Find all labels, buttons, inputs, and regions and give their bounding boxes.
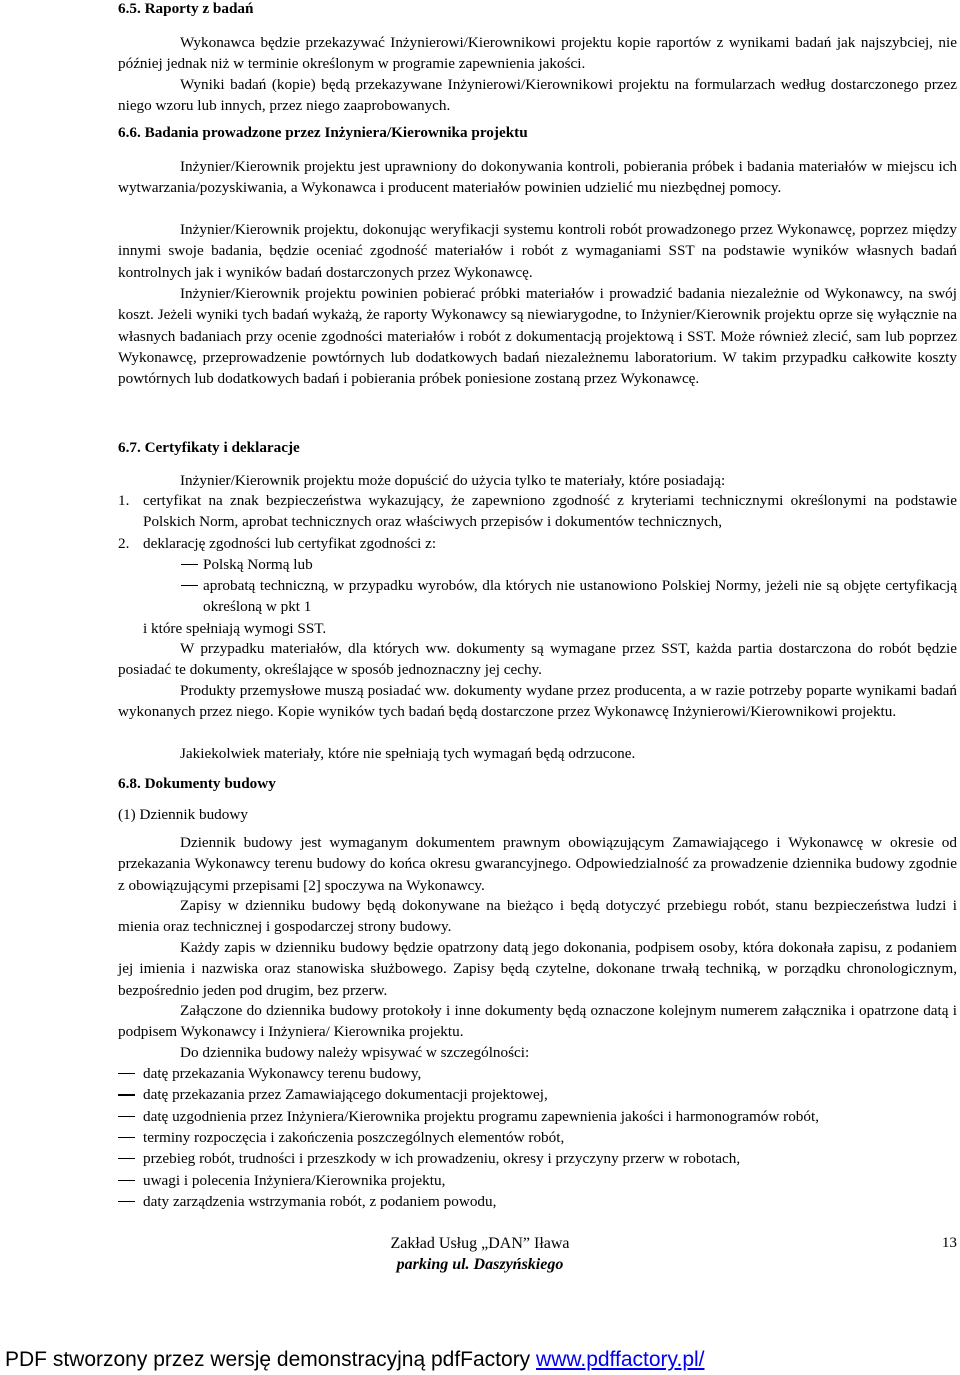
dash-bullet — [181, 564, 198, 565]
list-number: 1. — [118, 492, 130, 509]
dash-bullet — [118, 1137, 135, 1138]
paragraph: Inżynier/Kierownik projektu jest uprawniony do dokonywania kontroli, pobierania próbek i badania materiałów w miejscu ich wytwarzania/pozyskiwania, a Wykonawca i producent materiałów powinien udzielić mu niezbędnej pomocy. — [118, 158, 957, 197]
dash-bullet — [118, 1073, 135, 1074]
paragraph: Jakiekolwiek materiały, które nie spełniają tych wymagań będą odrzucone. — [180, 745, 636, 762]
page-number: 13 — [941, 1234, 957, 1251]
dash-bullet — [118, 1180, 135, 1181]
diary-list-item-text: terminy rozpoczęcia i zakończenia poszczególnych elementów robót, — [143, 1128, 565, 1146]
footer-address: parking ul. Daszyńskiego — [396, 1256, 564, 1273]
dash-bullet — [181, 585, 198, 586]
diary-list-item — [118, 1106, 957, 1127]
diary-list-item — [118, 1148, 957, 1169]
pdffactory-link[interactable]: www.pdffactory.pl/ — [536, 1348, 705, 1371]
footer-company: Zakład Usług „DAN” Iława — [390, 1235, 570, 1252]
paragraph: Każdy zapis w dzienniku budowy będzie opatrzony datą jego dokonania, podpisem osoby, która dokonała zapisu, z podaniem jej imienia i nazwiska oraz stanowiska służbowego. Zapisy będą czytelne, dokonane trwałą techniką, w porządku chronologicznym, bezpośrednio jeden pod drugim, bez przerw. — [118, 939, 957, 999]
diary-list-item-text: datę przekazania przez Zamawiającego dokumentacji projektowej, — [143, 1086, 548, 1104]
list-item — [118, 533, 957, 554]
diary-list-item-text: uwagi i polecenia Inżyniera/Kierownika projektu, — [143, 1171, 446, 1189]
paragraph: Do dziennika budowy należy wpisywać w szczególności: — [180, 1044, 530, 1061]
diary-list-item — [118, 1127, 957, 1148]
pdf-watermark-bar — [5, 1348, 705, 1372]
paragraph: Zapisy w dzienniku budowy będą dokonywane na bieżąco i będą dotyczyć przebiegu robót, stanu bezpieczeństwa ludzi i mienia oraz technicznej i gospodarczej strony budowy. — [118, 897, 957, 936]
paragraph: Inżynier/Kierownik projektu, dokonując weryfikacji systemu kontroli robót prowadzonego przez Wykonawcę, poprzez między innymi swoje badania, będzie oceniać zgodność materiałów i robót z wymaganiami SST na podstawie wyników własnych badań kontrolnych jak i wyników badań dostarczonych przez Wykonawcę. — [118, 221, 957, 281]
diary-list-item-text: datę uzgodnienia przez Inżyniera/Kierownika projektu programu zapewnienia jakości i harmonogramów robót, — [143, 1107, 820, 1125]
paragraph: Załączone do dziennika budowy protokoły i inne dokumenty będą oznaczone kolejnym numerem załącznika i opatrzone datą i podpisem Wykonawcy i Inżyniera/ Kierownika projektu. — [118, 1002, 957, 1041]
dash-bullet — [118, 1094, 135, 1095]
list-item-text: certyfikat na znak bezpieczeństwa wykazujący, że zapewniono zgodność z kryteriami technicznymi określonymi na podstawie Polskich Norm, aprobat technicznych oraz właściwych przepisów i dokumentów technicznych, — [143, 492, 957, 531]
list-number: 2. — [118, 535, 130, 552]
paragraph: Produkty przemysłowe muszą posiadać ww. dokumenty wydane przez producenta, a w razie potrzeby poparte wynikami badań wykonanych przez niego. Kopie wyników tych badań będą dostarczone przez Wykonawcę Inżynierowi/Kierownikowi projektu. — [118, 682, 957, 721]
paragraph: W przypadku materiałów, dla których ww. dokumenty są wymagane przez SST, każda partia dostarczona do robót będzie posiadać te dokumenty, określające w sposób jednoznaczny jej cechy. — [118, 640, 957, 679]
pdf-watermark-text: PDF stworzony przez wersję demonstracyjną pdfFactory — [5, 1348, 537, 1371]
dash-bullet — [118, 1201, 135, 1202]
section-heading-6-8: 6.8. Dokumenty budowy — [118, 775, 276, 792]
section-heading-6-6: 6.6. Badania prowadzone przez Inżyniera/Kierownika projektu — [118, 124, 528, 141]
dash-bullet — [118, 1158, 135, 1159]
list-item-text: deklarację zgodności lub certyfikat zgodności z: — [143, 535, 437, 552]
paragraph: Inżynier/Kierownik projektu powinien pobierać próbki materiałów i prowadzić badania niezależnie od Wykonawcy, na swój koszt. Jeżeli wyniki tych badań wykażą, że raporty Wykonawcy są niewiarygodne, to Inżynier/Kierownik projektu oprze się wyłącznie na własnych badaniach przy ocenie zgodności materiałów i robót z dokumentacją projektową i SST. Może również zlecić, sam lub poprzez Wykonawcę, przeprowadzenie powtórnych lub dodatkowych badań niezależnemu laboratorium. W takim przypadku całkowite koszty powtórnych lub dodatkowych badań i pobierania próbek poniesione zostaną przez Wykonawcę. — [118, 285, 957, 388]
paragraph: i które spełniają wymogi SST. — [143, 620, 327, 637]
dash-list-item — [181, 554, 957, 575]
paragraph: Dziennik budowy jest wymaganym dokumentem prawnym obowiązującym Zamawiającego i Wykonawcę w okresie od przekazania Wykonawcy terenu budowy do końca okresu gwarancyjnego. Odpowiedzialność za prowadzenie dziennika budowy zgodnie z obowiązującymi przepisami [2] spoczywa na Wykonawcy. — [118, 834, 957, 894]
diary-list-item-text: przebieg robót, trudności i przeszkody w ich prowadzeniu, okresy i przyczyny przerw w robotach, — [143, 1150, 741, 1168]
diary-list-item — [118, 1170, 957, 1191]
diary-list-item — [118, 1191, 957, 1212]
section-heading-6-5: 6.5. Raporty z badań — [118, 0, 254, 17]
diary-list-item — [118, 1063, 957, 1084]
diary-list-item-text: daty zarządzenia wstrzymania robót, z podaniem powodu, — [143, 1192, 497, 1210]
paragraph: Wyniki badań (kopie) będą przekazywane Inżynierowi/Kierownikowi projektu na formularzach według dostarczonego przez niego wzoru lub innych, przez niego zaaprobowanych. — [118, 76, 957, 115]
dash-bullet — [118, 1116, 135, 1117]
section-heading-6-7: 6.7. Certyfikaty i deklaracje — [118, 439, 300, 456]
paragraph: Inżynier/Kierownik projektu może dopuścić do użycia tylko te materiały, które posiadają: — [180, 472, 726, 489]
dash-list-item — [181, 575, 957, 618]
diary-list-item-text: datę przekazania Wykonawcy terenu budowy, — [143, 1065, 422, 1082]
list-item — [118, 490, 957, 533]
dash-item-text: aprobatą techniczną, w przypadku wyrobów, dla których nie ustanowiono Polskiej Normy, jeżeli nie są objęte certyfikacją określoną w pkt 1 — [203, 577, 957, 616]
diary-list-item — [118, 1084, 957, 1105]
paragraph: Wykonawca będzie przekazywać Inżynierowi/Kierownikowi projektu kopie raportów z wynikami badań jak najszybciej, nie później jednak niż w terminie określonym w programie zapewnienia jakości. — [118, 34, 957, 73]
dash-item-text: Polską Normą lub — [203, 556, 313, 573]
subsection-heading: (1) Dziennik budowy — [118, 806, 248, 823]
